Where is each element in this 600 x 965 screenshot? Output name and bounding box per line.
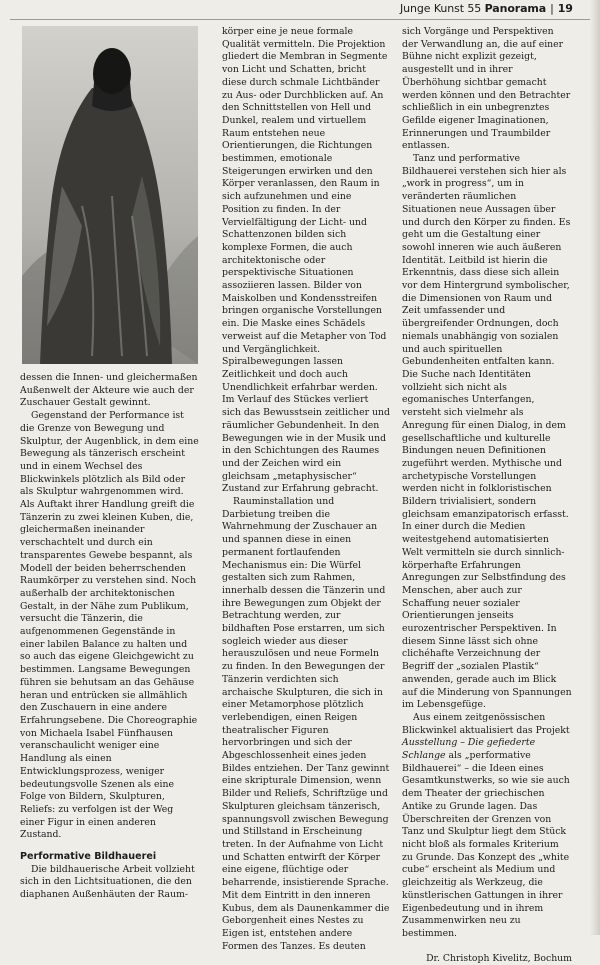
- masked-figure-illustration: [22, 26, 198, 364]
- paragraph: dessen die Innen- und gleichermaßen Außenwelt der Akteure wie auch der Zuschauer Gestalt gewinnt.: [20, 372, 198, 409]
- scan-edge-shadow: [590, 0, 600, 935]
- paragraph: körper eine je neue formale Qualität vermitteln. Die Projektion gliedert die Membran in Segmente von Licht und Schatten, bricht diese durch schmale Lichtbänder zu Aus- oder Durchblicken auf. An den Schnittstellen von Hell und Dunkel, realem und virtuellem Raum entstehen neue Orientierungen, die Richtungen bestimmen, emotionale Steigerungen erwirken und den Körper veranlassen, den Raum in sich aufzunehmen und eine Position zu finden. In der Vervielfältigung der Licht- und Schattenzonen bilden sich komplexe Formen, die auch architektonische oder perspektivische Situationen assoziieren lassen. Bilder von Maiskolben und Kondensstreifen bringen organische Vorstellungen ein. Die Maske eines Schädels verweist auf die Metapher von Tod und Vergänglichkeit. Spiralbewegungen lassen Zeitlichkeit und doch auch Unendlichkeit erfahrbar werden. Im Verlauf des Stückes verliert sich das Bewusstsein zeitlicher und räumlicher Gebundenheit. In den Bewegungen wie in der Musik und in den Schichtungen des Raumes und der Zeichen wird ein gleichsam „metaphysischer“ Zustand zur Erfahrung gebracht.: [222, 26, 390, 495]
- paragraph: Tanz und performative Bildhauerei verstehen sich hier als „work in progress“, um in veränderten räumlichen Situationen neue Aussagen über und durch den Körper zu finden. Es geht um die Gestaltung einer sowohl inneren wie auch äußeren Identität. Leitbild ist hierin die Erkenntnis, dass diese sich allein vor dem Hintergrund symbolischer, die Dimensionen von Raum und Zeit umfassender und übergreifender Ordnungen, doch niemals unabhängig von sozialen und auch spirituellen Gebundenheiten entfalten kann. Die Suche nach Identitäten vollzieht sich nicht als egomanisches Unterfangen, versteht sich vielmehr als Anregung für einen Dialog, in dem gesellschaftliche und kulturelle Bindungen neuen Definitionen zugeführt werden. Mythische und archetypische Vorstellungen werden nicht in folkloristischen Bildern trivialisiert, sondern gleichsam emanzipatorisch erfasst. In einer durch die Medien weitestgehend automatisierten Welt vermitteln sie durch sinnlich-körperhafte Erfahrungen Anregungen zur Selbstfindung des Menschen, aber auch zur Schaffung neuer sozialer Orientierungen jenseits eurozentrischer Perspektiven. In diesem Sinne lässt sich ohne clichéhafte Verzeichnung der Begriff der „sozialen Plastik“ anwenden, gerade auch im Blick auf die Minderung von Spannungen im Lebensgefüge.: [402, 153, 572, 711]
- paragraph: Die bildhauerische Arbeit vollzieht sich in den Lichtsituationen, die den diaphanen Außenhäuten der Raum-: [20, 863, 195, 901]
- column-1: [20, 26, 200, 902]
- paragraph-text: als „performative Bildhauerei“ – die Ideen eines Gesamtkunstwerks, so wie sie auch dem Theater der griechischen Antike zu Grunde lagen. Das Überschreiten der Grenzen von Tanz und Skulptur liegt dem Stück nicht bloß als formales Kriterium zu Grunde. Das Konzept des „white cube“ erscheint als Medium und gleichzeitig als Werkzeug, die künstlerischen Gattungen in ihrer Eigenbedeutung und in ihrem Zusammenwirken neu zu bestimmen.: [402, 750, 570, 939]
- author-signature: Dr. Christoph Kivelitz, Bochum: [426, 952, 572, 964]
- work-title: Ausstellung – Die gefiederte Schlange: [402, 737, 536, 762]
- header-divider: |: [550, 2, 554, 15]
- paragraph-text: Aus einem zeitgenössischen Blickwinkel aktualisiert das Projekt: [402, 711, 570, 736]
- header-rule: [10, 19, 590, 20]
- performance-photo: [22, 26, 198, 364]
- paragraph: Gegenstand der Performance ist die Grenze von Bewegung und Skulptur, der Augenblick, in dem eine Bewegung als tänzerisch erscheint und in einem Wechsel des Blickwinkels plötzlich als Bild oder als Skulptur wahrgenommen wird. Als Auftakt ihrer Handlung greift die Tänzerin zu zwei kleinen Kuben, die, gleichermaßen ineinander verschachtelt und durch ein transparentes Gewebe bespannt, als Modell der beiden beherrschenden Raumkörper zu verstehen sind. Noch außerhalb der architektonischen Gestalt, in der Nähe zum Publikum, versucht die Tänzerin, die aufgenommenen Gegenstände in einer labilen Balance zu halten und so auch das eigene Gleichgewicht zu bestimmen. Langsame Bewegungen führen sie behutsam an das Gehäuse heran und entrücken sie allmählich den Zuschauern in eine andere Erfahrungsebene. Die Choreographie von Michaela Isabel Fünfhausen veranschaulicht weniger eine Handlung als einen Entwicklungsprozess, weniger bedeutungsvolle Szenen als eine Folge von Bildern, Skulpturen, Reliefs: zu verfolgen ist der Weg einer Figur in einen anderen Zustand.: [20, 410, 199, 841]
- paragraph: [402, 712, 572, 941]
- paragraph: sich Vorgänge und Perspektiven der Verwandlung an, die auf einer Bühne nicht explizit gezeigt, ausgestellt und in ihrer Überhöhung sichtbar gemacht werden können und den Betrachter schließlich in ein unbegrenztes Gefilde eigener Imaginationen, Erinnerungen und Traumbilder entlassen.: [402, 26, 571, 152]
- column-3: [402, 26, 572, 965]
- header-title: Panorama: [484, 2, 547, 15]
- column-2: [222, 26, 390, 953]
- section-subheading: Performative Bildhauerei: [20, 851, 157, 863]
- page-number: 19: [557, 2, 573, 15]
- header-section: Junge Kunst 55: [400, 2, 482, 15]
- page-header: [400, 2, 590, 15]
- paragraph: Rauminstallation und Darbietung treiben die Wahrnehmung der Zuschauer an und spannen diese in einen permanent fortlaufenden Mechanismus ein: Die Würfel gestalten sich zum Rahmen, innerhalb dessen die Tänzerin und ihre Bewegungen zum Objekt der Betrachtung werden, zur bildhaften Pose erstarren, um sich sogleich wieder aus dieser herauszulösen und neue Formeln zu finden. In den Bewegungen der Tänzerin verdichten sich archaische Skulpturen, die sich in einer Metamorphose plötzlich verlebendigen, einen Reigen theatralischer Figuren hervorbringen und sich der Abgeschlossenheit eines jeden Bildes entziehen. Der Tanz gewinnt eine skripturale Dimension, wenn Bilder und Reliefs, Schriftzüge und Skulpturen gleichsam tänzerisch, spannungsvoll zwischen Bewegung und Stillstand in Erscheinung treten. In der Aufnahme von Licht und Schatten entwirft der Körper eine eigene, flüchtige oder beharrende, insistierende Sprache. Mit dem Eintritt in den inneren Kubus, dem als Daunenkammer die Geborgenheit eines Nestes zu Eigen ist, entstehen andere Formen des Tanzes. Es deuten: [222, 496, 390, 952]
